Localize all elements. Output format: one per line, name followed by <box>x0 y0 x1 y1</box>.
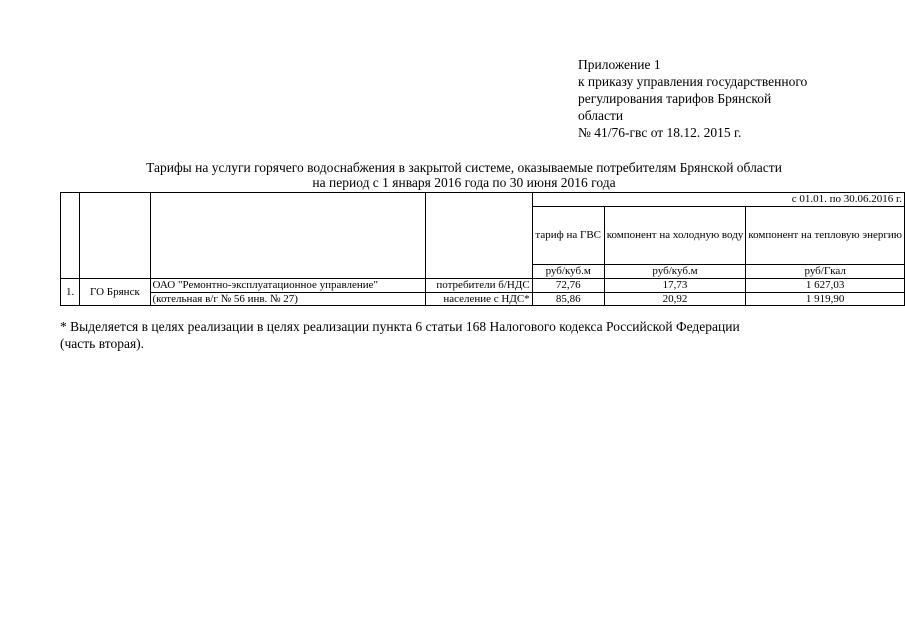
heat-header: компонент на тепловую энергию <box>746 207 905 265</box>
title-line-2: на период с 1 января 2016 года по 30 июня 2016 года <box>312 175 616 190</box>
cold-water-unit: руб/куб.м <box>604 265 746 279</box>
cold-water-value: 20,92 <box>604 292 746 306</box>
heat-unit: руб/Гкал <box>746 265 905 279</box>
header-category-cell <box>426 193 532 279</box>
period-header: с 01.01. по 30.06.2016 г. <box>532 193 904 207</box>
appendix-authority-line: регулирования тарифов Брянской <box>578 91 772 106</box>
appendix-region-line: области <box>578 108 624 123</box>
tariff-table <box>60 192 905 306</box>
table-row <box>61 292 905 306</box>
header-number-cell <box>61 193 80 279</box>
consumer-category: потребители б/НДС <box>426 279 532 293</box>
tariff-value: 85,86 <box>532 292 604 306</box>
appendix-order-line: к приказу управления государственного <box>578 74 808 89</box>
cold-water-value: 17,73 <box>604 279 746 293</box>
tariff-value: 72,76 <box>532 279 604 293</box>
tariff-header: тариф на ГВС <box>532 207 604 265</box>
consumer-category: население с НДС* <box>426 292 532 306</box>
appendix-header <box>578 56 807 141</box>
cold-water-header: компонент на холодную воду <box>604 207 746 265</box>
row-city: ГО Брянск <box>80 279 150 306</box>
footnote-line-2: (часть вторая). <box>60 336 145 351</box>
org-detail: (котельная в/г № 56 инв. № 27) <box>150 292 426 306</box>
heat-value: 1 919,90 <box>746 292 905 306</box>
appendix-title: Приложение 1 <box>578 57 661 72</box>
org-name: ОАО "Ремонтно-эксплуатационное управление" <box>150 279 426 293</box>
footnote <box>60 318 740 352</box>
appendix-order-number: № 41/76-гвс от 18.12. 2015 г. <box>578 125 742 140</box>
row-number: 1. <box>61 279 80 306</box>
heat-value: 1 627,03 <box>746 279 905 293</box>
header-org-cell <box>150 193 426 279</box>
table-row <box>61 279 905 293</box>
document-title <box>60 160 868 190</box>
title-line-1: Тарифы на услуги горячего водоснабжения в закрытой системе, оказываемые потребителям Брянской области <box>146 160 782 175</box>
footnote-line-1: * Выделяется в целях реализации в целях реализации пункта 6 статьи 168 Налогового кодекса Российской Федерации <box>60 319 740 334</box>
tariff-unit: руб/куб.м <box>532 265 604 279</box>
header-city-cell <box>80 193 150 279</box>
